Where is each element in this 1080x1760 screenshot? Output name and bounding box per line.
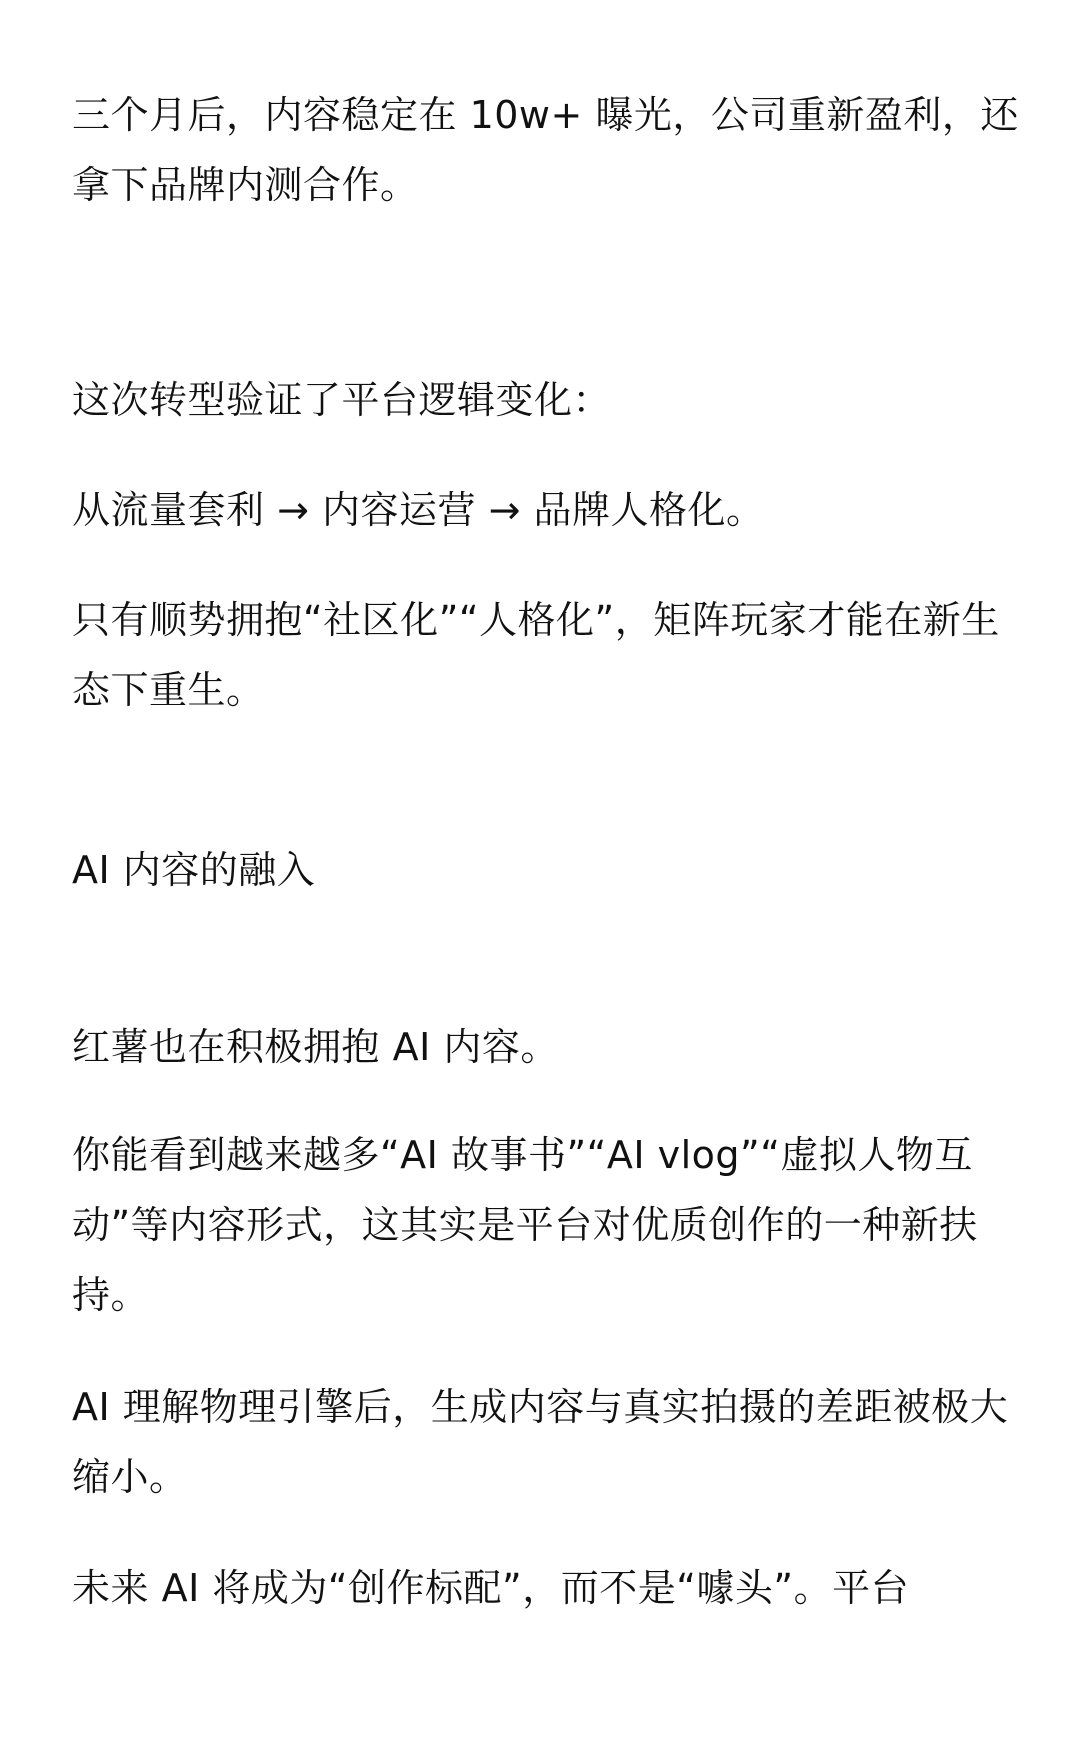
paragraph-community-personalization: 只有顺势拥抱“社区化”“人格化”，矩阵玩家才能在新生态下重生。 xyxy=(72,598,1000,712)
paragraph-transformation-intro: 这次转型验证了平台逻辑变化： xyxy=(72,378,612,422)
paragraph-ai-content-forms: 你能看到越来越多“AI 故事书”“AI vlog”“虚拟人物互动”等内容形式，这其实是平台对优质创作的一种新扶持。 xyxy=(72,1133,978,1317)
paragraph-ai-standard: 未来 AI 将成为“创作标配”，而不是“噱头”。平台 xyxy=(72,1566,910,1610)
section-heading-ai-content: AI 内容的融入 xyxy=(72,848,316,892)
paragraph-transformation-path: 从流量套利 → 内容运营 → 品牌人格化。 xyxy=(72,488,765,532)
paragraph-ai-embrace: 红薯也在积极拥抱 AI 内容。 xyxy=(72,1025,559,1069)
paragraph-ai-physics-engine: AI 理解物理引擎后，生成内容与真实拍摄的差距被极大缩小。 xyxy=(72,1385,1009,1499)
paragraph-profit-result: 三个月后，内容稳定在 10w+ 曝光，公司重新盈利，还拿下品牌内测合作。 xyxy=(72,93,1019,207)
